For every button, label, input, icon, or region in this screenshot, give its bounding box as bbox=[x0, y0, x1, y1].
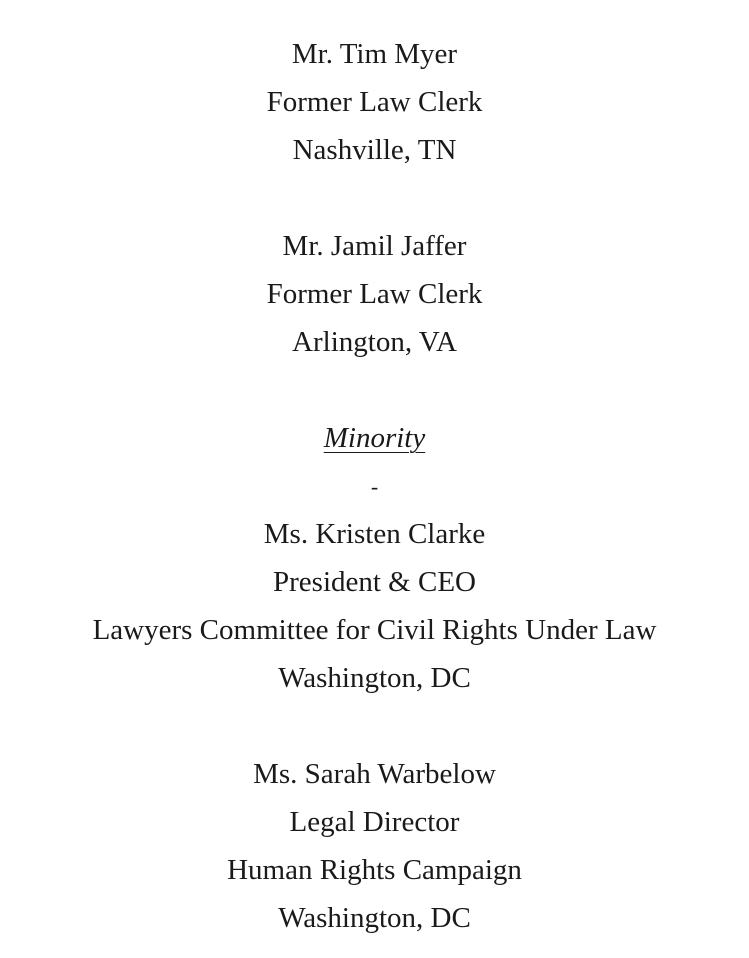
minority-section-heading: Minority bbox=[323, 422, 426, 454]
witness-name: Mr. Jamil Jaffer bbox=[282, 230, 467, 262]
witness-organization: Human Rights Campaign bbox=[227, 854, 522, 886]
minority-section-heading-line bbox=[0, 414, 749, 462]
witness-title: Legal Director bbox=[289, 806, 460, 838]
witness-location: Washington, DC bbox=[278, 662, 471, 694]
witness-title: Former Law Clerk bbox=[266, 278, 483, 310]
spacer bbox=[0, 366, 749, 414]
separator-dash: - bbox=[370, 474, 379, 499]
witness-entry-jaffer bbox=[0, 222, 749, 366]
witness-title: President & CEO bbox=[273, 566, 476, 598]
spacer bbox=[0, 174, 749, 222]
spacer bbox=[0, 702, 749, 750]
witness-name: Ms. Sarah Warbelow bbox=[253, 758, 496, 790]
witness-name: Ms. Kristen Clarke bbox=[263, 518, 486, 550]
witness-name: Mr. Tim Myer bbox=[291, 38, 458, 70]
witness-location: Nashville, TN bbox=[292, 134, 457, 166]
witness-location: Arlington, VA bbox=[292, 326, 457, 358]
witness-entry-clarke bbox=[0, 510, 749, 702]
witness-title: Former Law Clerk bbox=[266, 86, 483, 118]
witness-organization: Lawyers Committee for Civil Rights Under Law bbox=[92, 614, 657, 646]
witness-list-page bbox=[0, 30, 749, 942]
witness-entry-myer bbox=[0, 30, 749, 174]
witness-location: Washington, DC bbox=[278, 902, 471, 934]
witness-entry-warbelow bbox=[0, 750, 749, 942]
section-separator bbox=[0, 462, 749, 510]
